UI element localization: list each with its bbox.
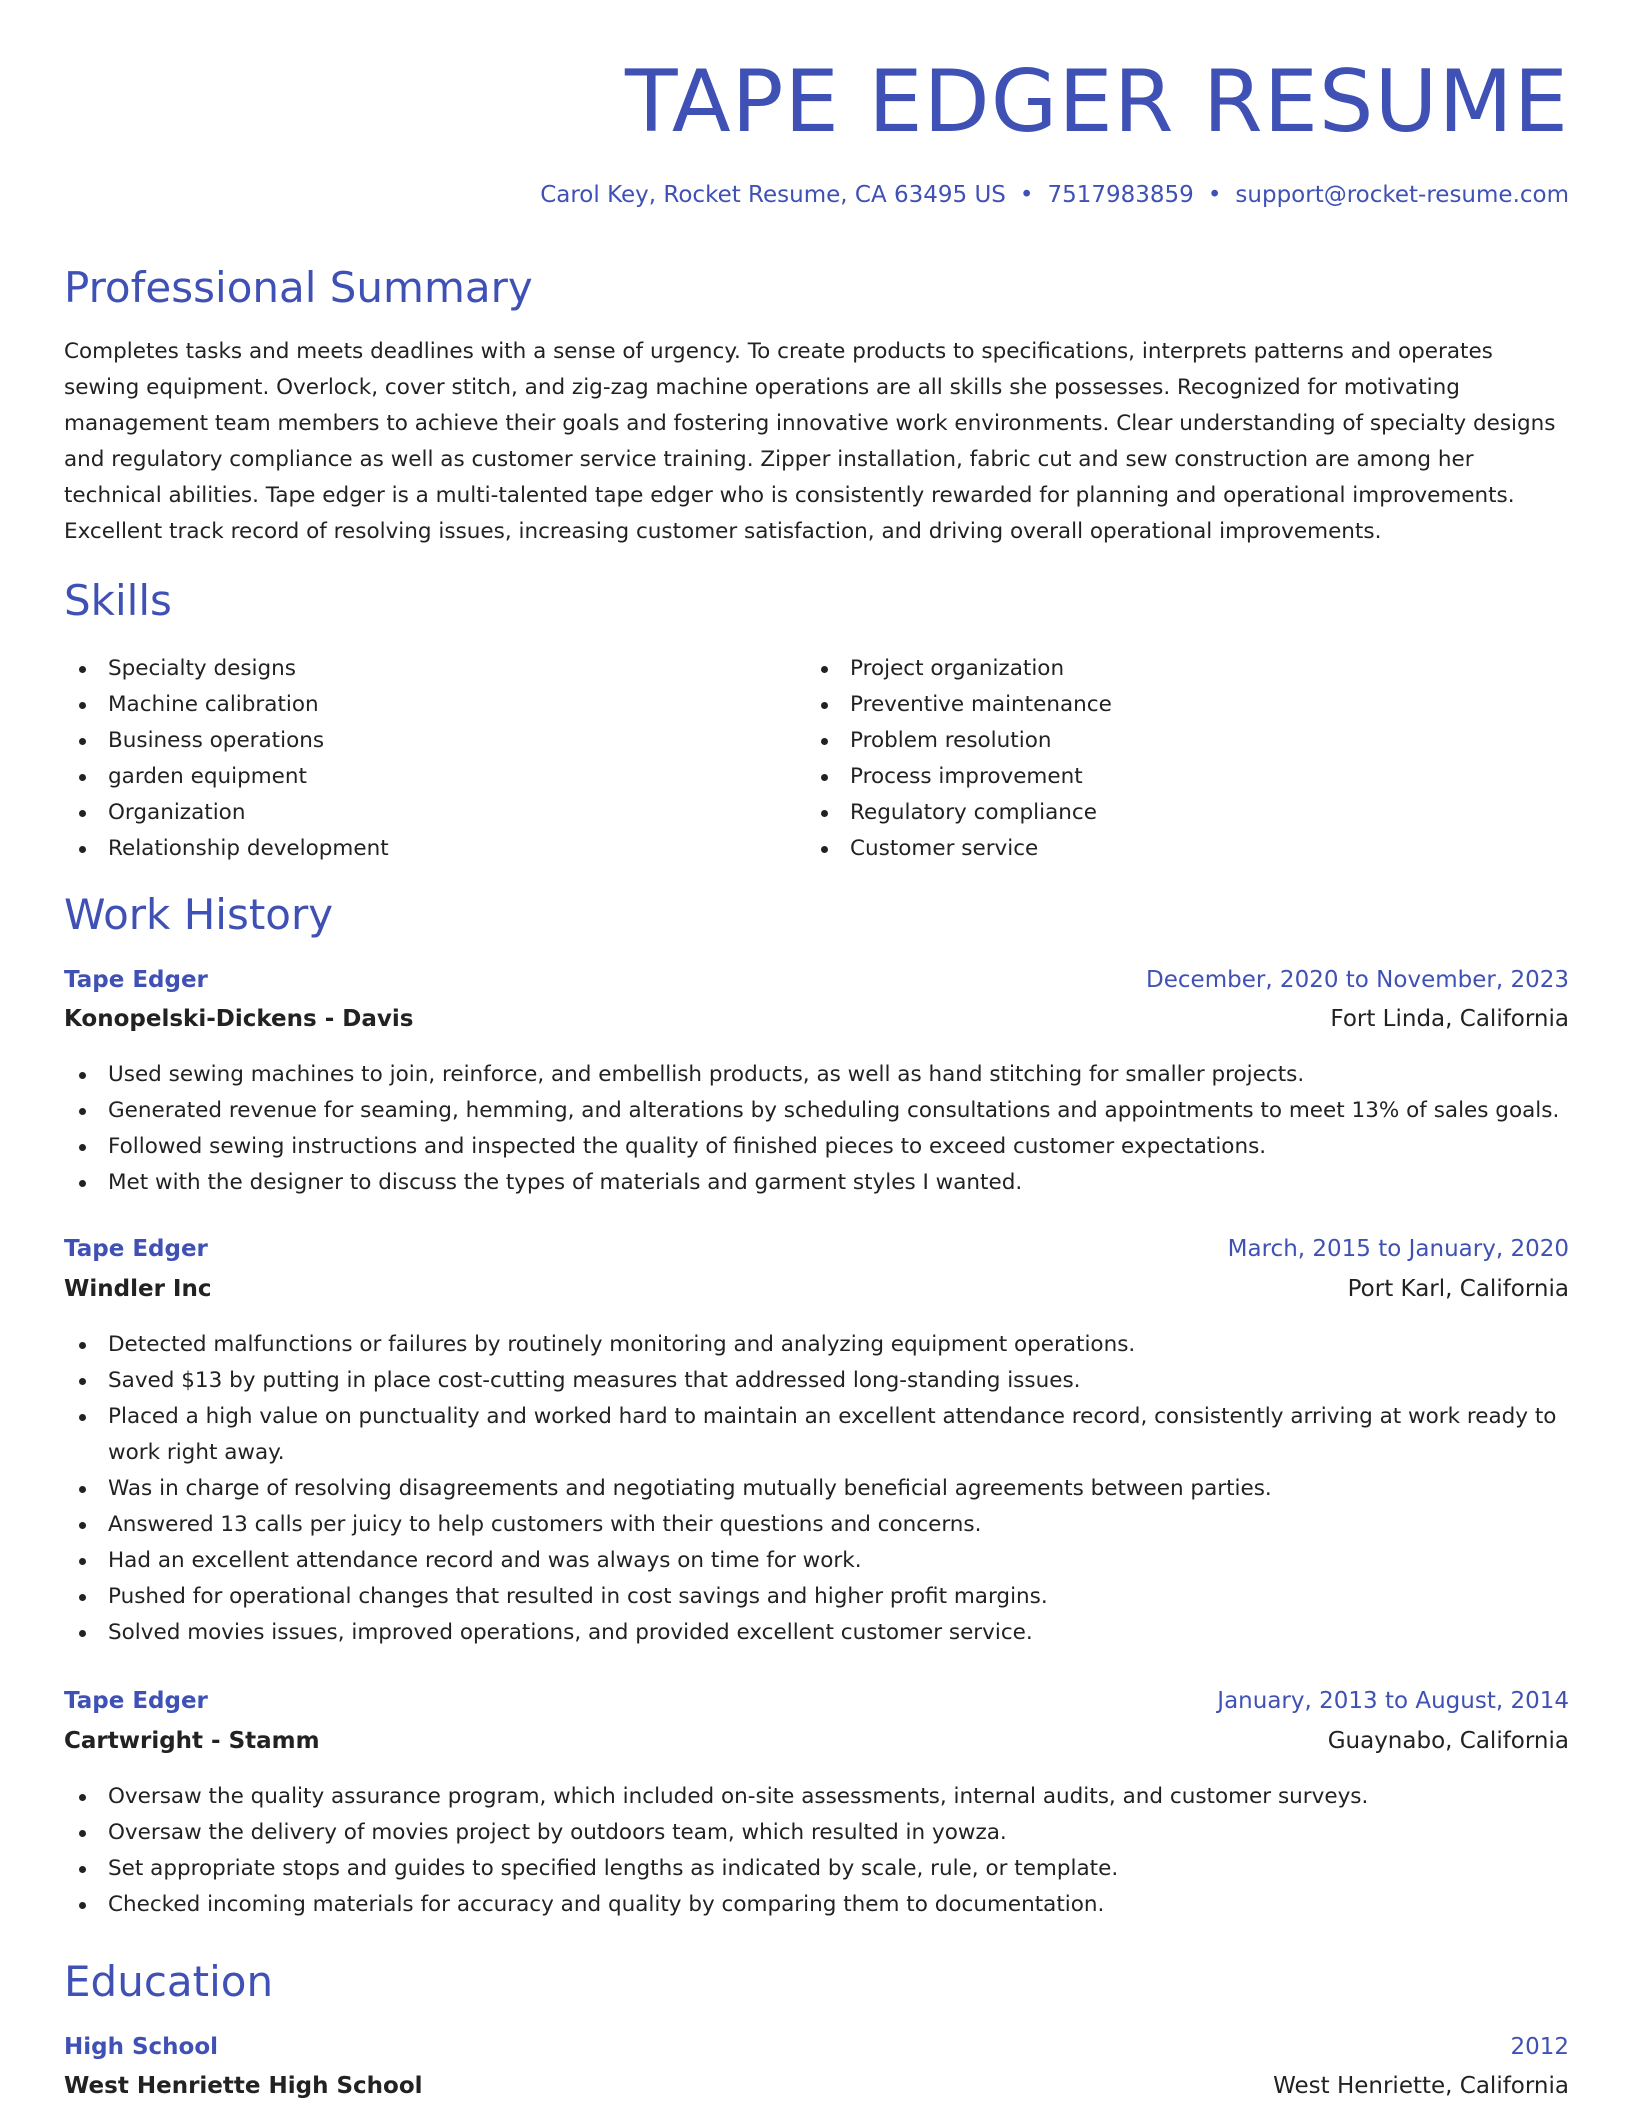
job-title: Tape Edger	[64, 967, 208, 993]
job-company: Windler Inc	[64, 1276, 212, 1302]
job-bullet: Was in charge of resolving disagreements and negotiating mutually beneficial agreements between parties.	[64, 1471, 1568, 1507]
education-year: 2012	[1510, 2034, 1569, 2060]
job-bullet: Pushed for operational changes that resulted in cost savings and higher profit margins.	[64, 1579, 1568, 1615]
job-bullet: Placed a high value on punctuality and worked hard to maintain an excellent attendance record, consistently arriving at work ready to work right away.	[64, 1399, 1568, 1471]
skills-heading: Skills	[64, 576, 172, 625]
job-bullet: Set appropriate stops and guides to specified lengths as indicated by scale, rule, or template.	[64, 1851, 1568, 1887]
job-bullet: Oversaw the delivery of movies project by outdoors team, which resulted in yowza.	[64, 1815, 1568, 1851]
job-bullets	[64, 1057, 1568, 1201]
summary-heading: Professional Summary	[64, 263, 533, 312]
contact-email[interactable]: support@rocket-resume.com	[1235, 182, 1569, 208]
skills-list-right	[806, 651, 1506, 867]
contact-line	[540, 180, 1569, 210]
job-bullet: Solved movies issues, improved operations, and provided excellent customer service.	[64, 1615, 1568, 1651]
job-title: Tape Edger	[64, 1688, 208, 1714]
job-bullet: Met with the designer to discuss the types of materials and garment styles I wanted.	[64, 1165, 1568, 1201]
job-bullet: Followed sewing instructions and inspected the quality of finished pieces to exceed customer expectations.	[64, 1129, 1568, 1165]
job-dates: January, 2013 to August, 2014	[1217, 1688, 1569, 1714]
skill-item: Project organization	[806, 651, 1506, 687]
skill-item: Machine calibration	[64, 687, 764, 723]
job-bullet: Saved $13 by putting in place cost-cutting measures that addressed long-standing issues.	[64, 1363, 1568, 1399]
job-bullets	[64, 1779, 1568, 1923]
contact-phone[interactable]: 7517983859	[1047, 182, 1194, 208]
job-dates: March, 2015 to January, 2020	[1227, 1236, 1569, 1262]
skill-item: garden equipment	[64, 759, 764, 795]
job-title: Tape Edger	[64, 1236, 208, 1262]
job-bullet: Answered 13 calls per juicy to help customers with their questions and concerns.	[64, 1507, 1568, 1543]
skill-item: Problem resolution	[806, 723, 1506, 759]
skills-list-left	[64, 651, 764, 867]
job-location: Fort Linda, California	[1330, 1006, 1569, 1032]
job-bullet: Detected malfunctions or failures by routinely monitoring and analyzing equipment operations.	[64, 1327, 1568, 1363]
education-location: West Henriette, California	[1273, 2073, 1569, 2099]
skill-item: Business operations	[64, 723, 764, 759]
education-heading: Education	[64, 1957, 274, 2006]
skill-item: Organization	[64, 795, 764, 831]
skill-item: Relationship development	[64, 831, 764, 867]
job-bullet: Generated revenue for seaming, hemming, and alterations by scheduling consultations and appointments to meet 13% of sales goals.	[64, 1093, 1568, 1129]
resume-title: TAPE EDGER RESUME	[624, 52, 1569, 152]
contact-address: Carol Key, Rocket Resume, CA 63495 US	[540, 182, 1006, 208]
job-company: Konopelski-Dickens - Davis	[64, 1006, 414, 1032]
contact-separator: •	[1207, 182, 1222, 208]
job-dates: December, 2020 to November, 2023	[1146, 967, 1569, 993]
job-bullet: Had an excellent attendance record and was always on time for work.	[64, 1543, 1568, 1579]
job-bullet: Checked incoming materials for accuracy and quality by comparing them to documentation.	[64, 1887, 1568, 1923]
contact-separator: •	[1019, 182, 1034, 208]
skill-item: Preventive maintenance	[806, 687, 1506, 723]
skill-item: Regulatory compliance	[806, 795, 1506, 831]
education-school: West Henriette High School	[64, 2073, 423, 2099]
job-location: Port Karl, California	[1347, 1276, 1569, 1302]
summary-text: Completes tasks and meets deadlines with a sense of urgency. To create products to specifications, interprets patterns and operates sewing equipment. Overlock, cover stitch, and zig-zag machine operations are all skills she possesses. Recognized for motivating management team members to achieve their goals and fostering innovative work environments. Clear understanding of specialty designs and regulatory compliance as well as customer service training. Zipper installation, fabric cut and sew construction are among her technical abilities. Tape edger is a multi-talented tape edger who is consistently rewarded for planning and operational improvements. Excellent track record of resolving issues, increasing customer satisfaction, and driving overall operational improvements.	[64, 339, 1556, 544]
education-degree: High School	[64, 2034, 219, 2060]
job-bullet: Used sewing machines to join, reinforce, and embellish products, as well as hand stitching for smaller projects.	[64, 1057, 1568, 1093]
job-bullets	[64, 1327, 1568, 1651]
job-location: Guaynabo, California	[1327, 1728, 1569, 1754]
work-heading: Work History	[64, 890, 334, 939]
skill-item: Specialty designs	[64, 651, 764, 687]
job-bullet: Oversaw the quality assurance program, which included on-site assessments, internal audits, and customer surveys.	[64, 1779, 1568, 1815]
job-company: Cartwright - Stamm	[64, 1728, 320, 1754]
skill-item: Customer service	[806, 831, 1506, 867]
skill-item: Process improvement	[806, 759, 1506, 795]
